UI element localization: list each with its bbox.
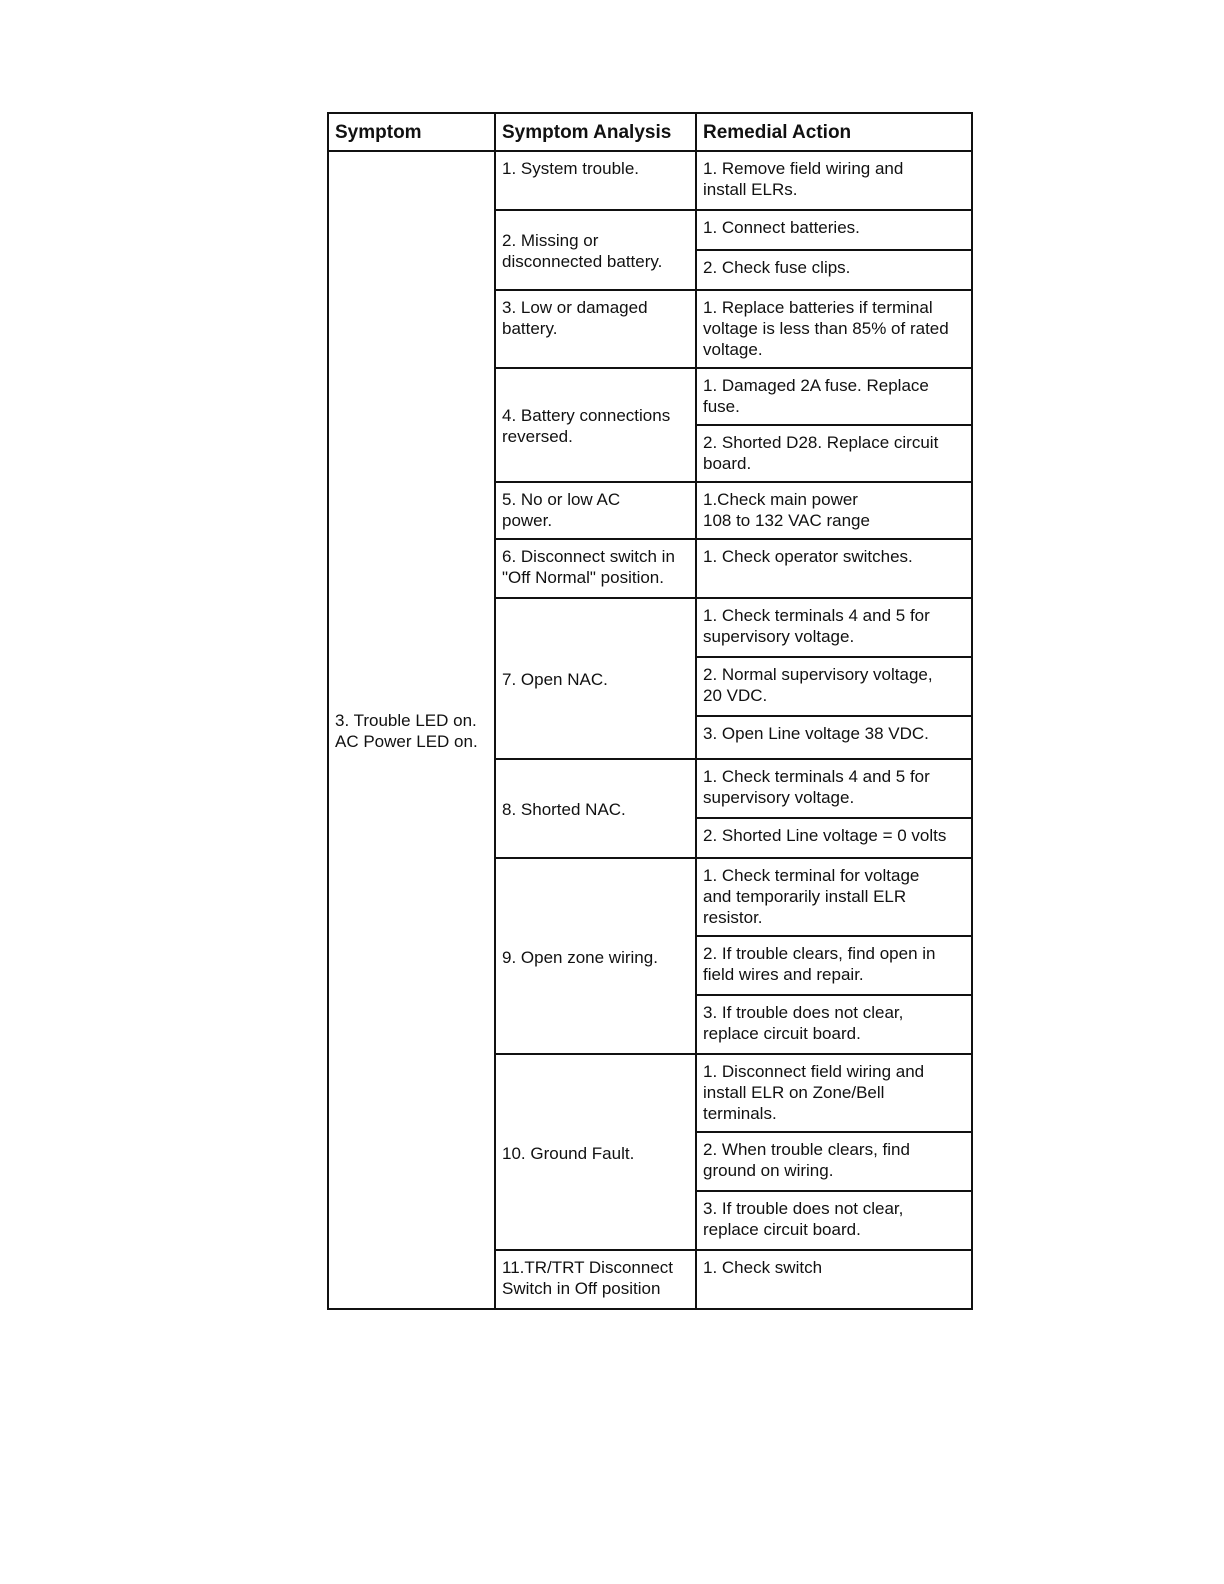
symptom-analysis-cell: 10. Ground Fault. (495, 1054, 696, 1250)
header-remedial-action: Remedial Action (696, 113, 972, 151)
symptom-cell: 3. Trouble LED on. AC Power LED on. (328, 151, 495, 1309)
remedial-action-cell: 2. Shorted D28. Replace circuit board. (696, 425, 972, 482)
symptom-analysis-cell: 2. Missing or disconnected battery. (495, 210, 696, 290)
remedial-action-cell: 1. Remove field wiring and install ELRs. (696, 151, 972, 210)
remedial-action-cell: 1. Replace batteries if terminal voltage is less than 85% of rated voltage. (696, 290, 972, 368)
remedial-action-cell: 3. Open Line voltage 38 VDC. (696, 716, 972, 759)
remedial-action-cell: 2. Shorted Line voltage = 0 volts (696, 818, 972, 858)
table-row (328, 151, 972, 210)
remedial-action-cell: 3. If trouble does not clear, replace circuit board. (696, 995, 972, 1054)
remedial-action-cell: 1. Check terminals 4 and 5 for supervisory voltage. (696, 759, 972, 818)
remedial-action-cell: 1. Check terminal for voltage and temporarily install ELR resistor. (696, 858, 972, 936)
symptom-analysis-cell: 7. Open NAC. (495, 598, 696, 759)
remedial-action-cell: 1. Check switch (696, 1250, 972, 1309)
remedial-action-cell: 1. Check operator switches. (696, 539, 972, 598)
remedial-action-cell: 2. If trouble clears, find open in field wires and repair. (696, 936, 972, 995)
symptom-analysis-cell: 9. Open zone wiring. (495, 858, 696, 1054)
remedial-action-cell: 2. Normal supervisory voltage, 20 VDC. (696, 657, 972, 716)
troubleshooting-table (327, 112, 973, 1310)
remedial-action-cell: 1. Disconnect field wiring and install ELR on Zone/Bell terminals. (696, 1054, 972, 1132)
symptom-analysis-cell: 1. System trouble. (495, 151, 696, 210)
header-symptom: Symptom (328, 113, 495, 151)
symptom-analysis-cell: 5. No or low AC power. (495, 482, 696, 539)
table-body (328, 151, 972, 1309)
symptom-analysis-cell: 6. Disconnect switch in "Off Normal" position. (495, 539, 696, 598)
symptom-analysis-cell: 11.TR/TRT Disconnect Switch in Off position (495, 1250, 696, 1309)
symptom-analysis-cell: 4. Battery connections reversed. (495, 368, 696, 482)
remedial-action-cell: 3. If trouble does not clear, replace circuit board. (696, 1191, 972, 1250)
remedial-action-cell: 1. Connect batteries. (696, 210, 972, 250)
header-symptom-analysis: Symptom Analysis (495, 113, 696, 151)
symptom-analysis-cell: 3. Low or damaged battery. (495, 290, 696, 368)
remedial-action-cell: 2. When trouble clears, find ground on wiring. (696, 1132, 972, 1191)
header-row (328, 113, 972, 151)
remedial-action-cell: 2. Check fuse clips. (696, 250, 972, 290)
remedial-action-cell: 1. Check terminals 4 and 5 for supervisory voltage. (696, 598, 972, 657)
remedial-action-cell: 1. Damaged 2A fuse. Replace fuse. (696, 368, 972, 425)
remedial-action-cell: 1.Check main power 108 to 132 VAC range (696, 482, 972, 539)
symptom-analysis-cell: 8. Shorted NAC. (495, 759, 696, 858)
